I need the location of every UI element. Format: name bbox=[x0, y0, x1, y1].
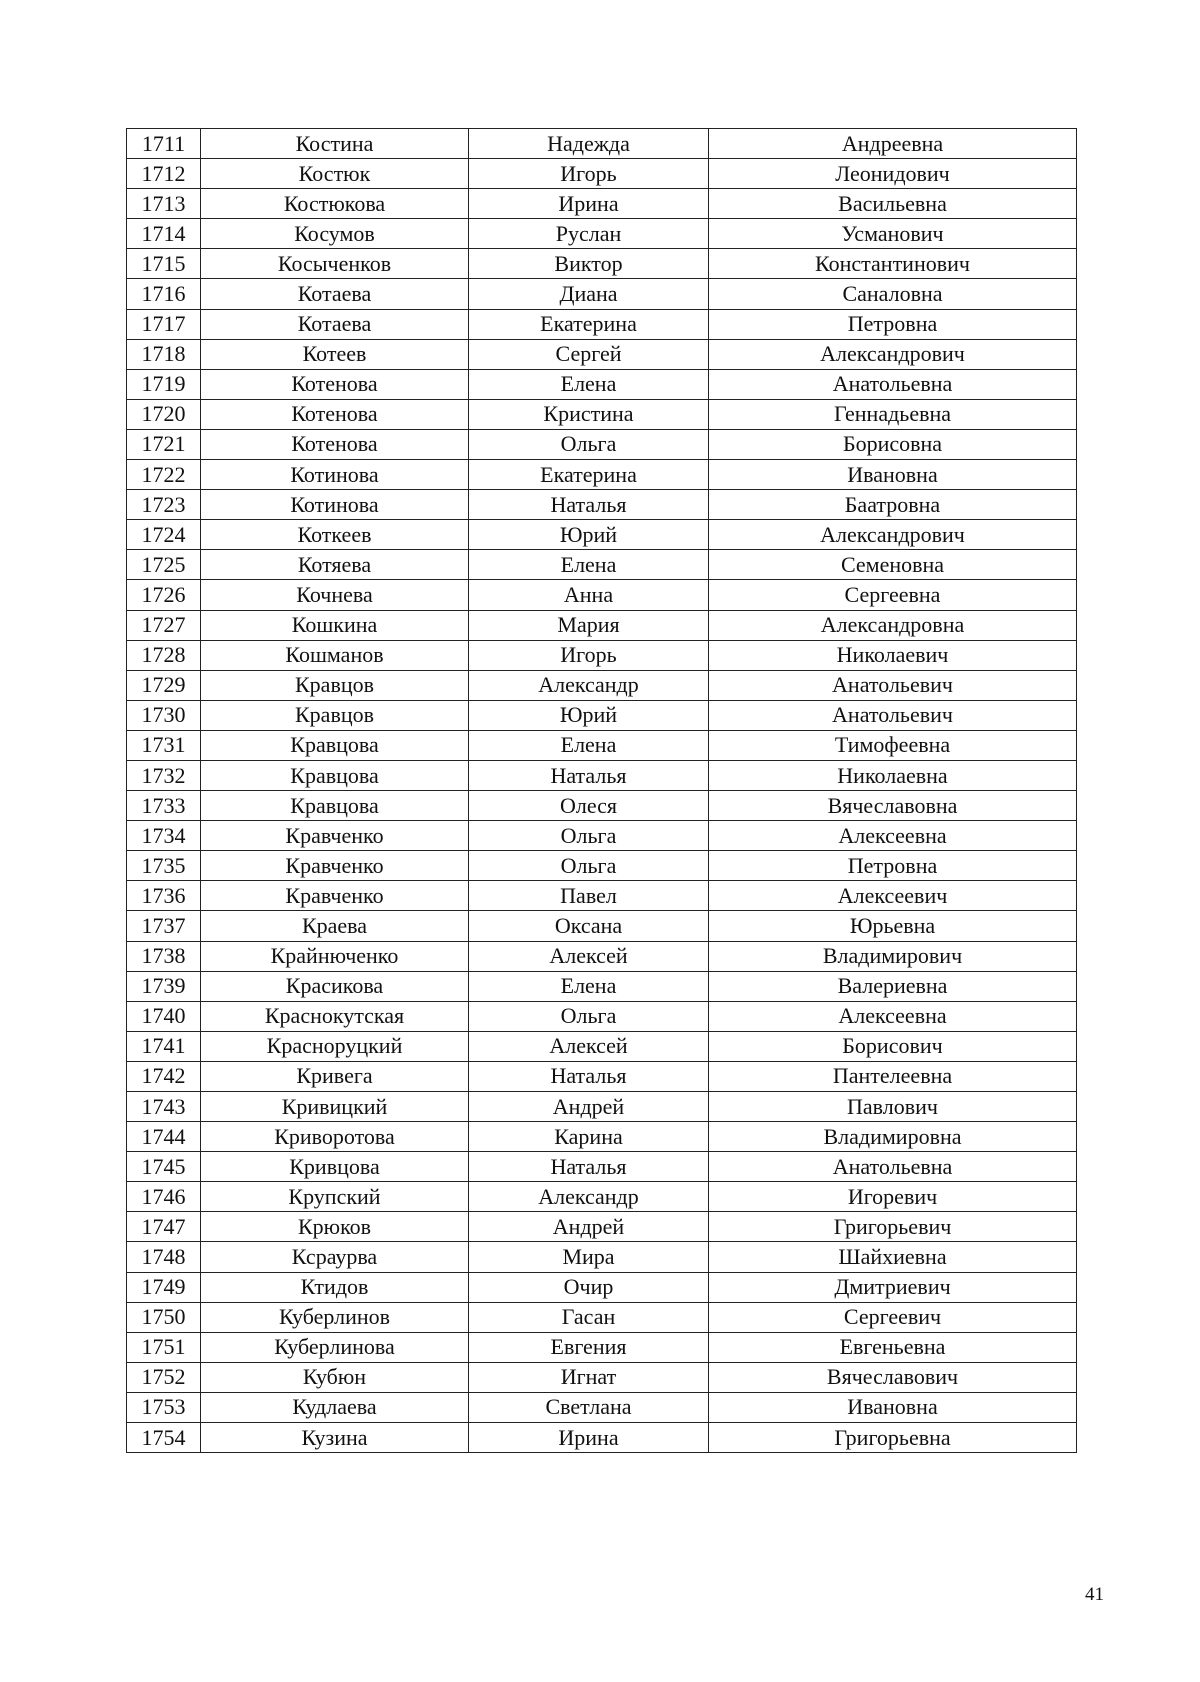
row-number-cell: 1733 bbox=[127, 791, 201, 821]
roster-table-body bbox=[127, 129, 1077, 1453]
row-number-cell: 1753 bbox=[127, 1392, 201, 1422]
first-name-cell: Екатерина bbox=[469, 309, 709, 339]
last-name-cell: Кривицкий bbox=[201, 1092, 469, 1122]
first-name-cell: Наталья bbox=[469, 760, 709, 790]
table-row bbox=[127, 1362, 1077, 1392]
first-name-cell: Олеся bbox=[469, 791, 709, 821]
last-name-cell: Котинова bbox=[201, 490, 469, 520]
row-number-cell: 1736 bbox=[127, 881, 201, 911]
first-name-cell: Елена bbox=[469, 550, 709, 580]
table-row bbox=[127, 700, 1077, 730]
row-number-cell: 1743 bbox=[127, 1092, 201, 1122]
table-row bbox=[127, 580, 1077, 610]
last-name-cell: Краснокутская bbox=[201, 1001, 469, 1031]
last-name-cell: Ксраурва bbox=[201, 1242, 469, 1272]
first-name-cell: Карина bbox=[469, 1122, 709, 1152]
first-name-cell: Гасан bbox=[469, 1302, 709, 1332]
first-name-cell: Ирина bbox=[469, 189, 709, 219]
first-name-cell: Игорь bbox=[469, 640, 709, 670]
table-row bbox=[127, 1182, 1077, 1212]
table-row bbox=[127, 821, 1077, 851]
row-number-cell: 1741 bbox=[127, 1031, 201, 1061]
table-row bbox=[127, 520, 1077, 550]
first-name-cell: Алексей bbox=[469, 941, 709, 971]
table-row bbox=[127, 550, 1077, 580]
table-row bbox=[127, 760, 1077, 790]
table-row bbox=[127, 1242, 1077, 1272]
patronymic-cell: Константинович bbox=[709, 249, 1077, 279]
patronymic-cell: Павлович bbox=[709, 1092, 1077, 1122]
patronymic-cell: Баатровна bbox=[709, 490, 1077, 520]
patronymic-cell: Вячеславовна bbox=[709, 791, 1077, 821]
last-name-cell: Кривега bbox=[201, 1061, 469, 1091]
last-name-cell: Котинова bbox=[201, 460, 469, 490]
last-name-cell: Котяева bbox=[201, 550, 469, 580]
patronymic-cell: Леонидович bbox=[709, 159, 1077, 189]
last-name-cell: Крюков bbox=[201, 1212, 469, 1242]
table-row bbox=[127, 460, 1077, 490]
table-row bbox=[127, 851, 1077, 881]
row-number-cell: 1752 bbox=[127, 1362, 201, 1392]
patronymic-cell: Шайхиевна bbox=[709, 1242, 1077, 1272]
row-number-cell: 1738 bbox=[127, 941, 201, 971]
patronymic-cell: Борисовна bbox=[709, 429, 1077, 459]
last-name-cell: Костюк bbox=[201, 159, 469, 189]
patronymic-cell: Юрьевна bbox=[709, 911, 1077, 941]
table-row bbox=[127, 279, 1077, 309]
table-row bbox=[127, 1031, 1077, 1061]
row-number-cell: 1723 bbox=[127, 490, 201, 520]
first-name-cell: Виктор bbox=[469, 249, 709, 279]
table-row bbox=[127, 1061, 1077, 1091]
last-name-cell: Кузина bbox=[201, 1423, 469, 1453]
table-row bbox=[127, 1302, 1077, 1332]
first-name-cell: Мария bbox=[469, 610, 709, 640]
first-name-cell: Диана bbox=[469, 279, 709, 309]
table-row bbox=[127, 249, 1077, 279]
row-number-cell: 1724 bbox=[127, 520, 201, 550]
row-number-cell: 1726 bbox=[127, 580, 201, 610]
first-name-cell: Ольга bbox=[469, 429, 709, 459]
last-name-cell: Котенова bbox=[201, 429, 469, 459]
first-name-cell: Ольга bbox=[469, 851, 709, 881]
first-name-cell: Ирина bbox=[469, 1423, 709, 1453]
table-row bbox=[127, 1152, 1077, 1182]
last-name-cell: Кравцов bbox=[201, 700, 469, 730]
row-number-cell: 1750 bbox=[127, 1302, 201, 1332]
last-name-cell: Краева bbox=[201, 911, 469, 941]
patronymic-cell: Вячеславович bbox=[709, 1362, 1077, 1392]
last-name-cell: Кравцова bbox=[201, 760, 469, 790]
last-name-cell: Котаева bbox=[201, 279, 469, 309]
patronymic-cell: Ивановна bbox=[709, 1392, 1077, 1422]
first-name-cell: Кристина bbox=[469, 399, 709, 429]
row-number-cell: 1746 bbox=[127, 1182, 201, 1212]
last-name-cell: Котенова bbox=[201, 399, 469, 429]
patronymic-cell: Анатольевна bbox=[709, 369, 1077, 399]
patronymic-cell: Григорьевна bbox=[709, 1423, 1077, 1453]
row-number-cell: 1737 bbox=[127, 911, 201, 941]
patronymic-cell: Григорьевич bbox=[709, 1212, 1077, 1242]
last-name-cell: Кубюн bbox=[201, 1362, 469, 1392]
row-number-cell: 1749 bbox=[127, 1272, 201, 1302]
table-row bbox=[127, 339, 1077, 369]
row-number-cell: 1739 bbox=[127, 971, 201, 1001]
table-row bbox=[127, 971, 1077, 1001]
last-name-cell: Красикова bbox=[201, 971, 469, 1001]
table-row bbox=[127, 730, 1077, 760]
row-number-cell: 1727 bbox=[127, 610, 201, 640]
last-name-cell: Кочнева bbox=[201, 580, 469, 610]
last-name-cell: Крупский bbox=[201, 1182, 469, 1212]
first-name-cell: Екатерина bbox=[469, 460, 709, 490]
first-name-cell: Руслан bbox=[469, 219, 709, 249]
first-name-cell: Ольга bbox=[469, 821, 709, 851]
patronymic-cell: Анатольевна bbox=[709, 1152, 1077, 1182]
last-name-cell: Крайнюченко bbox=[201, 941, 469, 971]
last-name-cell: Ктидов bbox=[201, 1272, 469, 1302]
row-number-cell: 1730 bbox=[127, 700, 201, 730]
patronymic-cell: Владимирович bbox=[709, 941, 1077, 971]
first-name-cell: Ольга bbox=[469, 1001, 709, 1031]
patronymic-cell: Сергеевич bbox=[709, 1302, 1077, 1332]
patronymic-cell: Геннадьевна bbox=[709, 399, 1077, 429]
patronymic-cell: Валериевна bbox=[709, 971, 1077, 1001]
row-number-cell: 1711 bbox=[127, 129, 201, 159]
row-number-cell: 1713 bbox=[127, 189, 201, 219]
first-name-cell: Елена bbox=[469, 971, 709, 1001]
table-row bbox=[127, 159, 1077, 189]
row-number-cell: 1728 bbox=[127, 640, 201, 670]
row-number-cell: 1725 bbox=[127, 550, 201, 580]
table-row bbox=[127, 1122, 1077, 1152]
patronymic-cell: Сергеевна bbox=[709, 580, 1077, 610]
row-number-cell: 1718 bbox=[127, 339, 201, 369]
table-row bbox=[127, 1092, 1077, 1122]
row-number-cell: 1747 bbox=[127, 1212, 201, 1242]
patronymic-cell: Александрович bbox=[709, 520, 1077, 550]
patronymic-cell: Евгеньевна bbox=[709, 1332, 1077, 1362]
table-row bbox=[127, 129, 1077, 159]
last-name-cell: Кравченко bbox=[201, 881, 469, 911]
last-name-cell: Котеев bbox=[201, 339, 469, 369]
first-name-cell: Наталья bbox=[469, 490, 709, 520]
patronymic-cell: Дмитриевич bbox=[709, 1272, 1077, 1302]
patronymic-cell: Семеновна bbox=[709, 550, 1077, 580]
table-row bbox=[127, 1332, 1077, 1362]
row-number-cell: 1745 bbox=[127, 1152, 201, 1182]
first-name-cell: Очир bbox=[469, 1272, 709, 1302]
patronymic-cell: Пантелеевна bbox=[709, 1061, 1077, 1091]
first-name-cell: Павел bbox=[469, 881, 709, 911]
first-name-cell: Евгения bbox=[469, 1332, 709, 1362]
patronymic-cell: Борисович bbox=[709, 1031, 1077, 1061]
row-number-cell: 1744 bbox=[127, 1122, 201, 1152]
row-number-cell: 1748 bbox=[127, 1242, 201, 1272]
first-name-cell: Андрей bbox=[469, 1212, 709, 1242]
table-row bbox=[127, 911, 1077, 941]
patronymic-cell: Алексеевна bbox=[709, 821, 1077, 851]
patronymic-cell: Николаевна bbox=[709, 760, 1077, 790]
first-name-cell: Светлана bbox=[469, 1392, 709, 1422]
last-name-cell: Красноруцкий bbox=[201, 1031, 469, 1061]
first-name-cell: Игорь bbox=[469, 159, 709, 189]
first-name-cell: Наталья bbox=[469, 1061, 709, 1091]
first-name-cell: Мира bbox=[469, 1242, 709, 1272]
patronymic-cell: Анатольевич bbox=[709, 670, 1077, 700]
patronymic-cell: Андреевна bbox=[709, 129, 1077, 159]
table-row bbox=[127, 881, 1077, 911]
patronymic-cell: Игоревич bbox=[709, 1182, 1077, 1212]
row-number-cell: 1720 bbox=[127, 399, 201, 429]
patronymic-cell: Васильевна bbox=[709, 189, 1077, 219]
patronymic-cell: Алексеевна bbox=[709, 1001, 1077, 1031]
table-row bbox=[127, 610, 1077, 640]
last-name-cell: Куберлинова bbox=[201, 1332, 469, 1362]
row-number-cell: 1721 bbox=[127, 429, 201, 459]
first-name-cell: Александр bbox=[469, 1182, 709, 1212]
row-number-cell: 1731 bbox=[127, 730, 201, 760]
first-name-cell: Андрей bbox=[469, 1092, 709, 1122]
patronymic-cell: Саналовна bbox=[709, 279, 1077, 309]
last-name-cell: Кудлаева bbox=[201, 1392, 469, 1422]
row-number-cell: 1735 bbox=[127, 851, 201, 881]
table-row bbox=[127, 309, 1077, 339]
row-number-cell: 1722 bbox=[127, 460, 201, 490]
table-row bbox=[127, 640, 1077, 670]
last-name-cell: Коткеев bbox=[201, 520, 469, 550]
table-row bbox=[127, 1423, 1077, 1453]
table-row bbox=[127, 429, 1077, 459]
last-name-cell: Косыченков bbox=[201, 249, 469, 279]
row-number-cell: 1716 bbox=[127, 279, 201, 309]
row-number-cell: 1754 bbox=[127, 1423, 201, 1453]
row-number-cell: 1751 bbox=[127, 1332, 201, 1362]
patronymic-cell: Ивановна bbox=[709, 460, 1077, 490]
patronymic-cell: Усманович bbox=[709, 219, 1077, 249]
table-row bbox=[127, 490, 1077, 520]
last-name-cell: Котаева bbox=[201, 309, 469, 339]
table-row bbox=[127, 670, 1077, 700]
table-row bbox=[127, 941, 1077, 971]
row-number-cell: 1732 bbox=[127, 760, 201, 790]
first-name-cell: Александр bbox=[469, 670, 709, 700]
patronymic-cell: Николаевич bbox=[709, 640, 1077, 670]
last-name-cell: Кошкина bbox=[201, 610, 469, 640]
row-number-cell: 1712 bbox=[127, 159, 201, 189]
last-name-cell: Костюкова bbox=[201, 189, 469, 219]
last-name-cell: Кошманов bbox=[201, 640, 469, 670]
roster-table bbox=[126, 128, 1077, 1453]
patronymic-cell: Алексеевич bbox=[709, 881, 1077, 911]
patronymic-cell: Александрович bbox=[709, 339, 1077, 369]
row-number-cell: 1734 bbox=[127, 821, 201, 851]
last-name-cell: Куберлинов bbox=[201, 1302, 469, 1332]
table-row bbox=[127, 1212, 1077, 1242]
first-name-cell: Елена bbox=[469, 730, 709, 760]
last-name-cell: Кравцова bbox=[201, 730, 469, 760]
row-number-cell: 1719 bbox=[127, 369, 201, 399]
table-row bbox=[127, 1272, 1077, 1302]
patronymic-cell: Петровна bbox=[709, 309, 1077, 339]
first-name-cell: Алексей bbox=[469, 1031, 709, 1061]
table-row bbox=[127, 369, 1077, 399]
row-number-cell: 1715 bbox=[127, 249, 201, 279]
row-number-cell: 1717 bbox=[127, 309, 201, 339]
last-name-cell: Кравченко bbox=[201, 821, 469, 851]
table-row bbox=[127, 1392, 1077, 1422]
first-name-cell: Сергей bbox=[469, 339, 709, 369]
row-number-cell: 1742 bbox=[127, 1061, 201, 1091]
last-name-cell: Косумов bbox=[201, 219, 469, 249]
table-row bbox=[127, 1001, 1077, 1031]
first-name-cell: Оксана bbox=[469, 911, 709, 941]
table-row bbox=[127, 791, 1077, 821]
row-number-cell: 1729 bbox=[127, 670, 201, 700]
first-name-cell: Елена bbox=[469, 369, 709, 399]
last-name-cell: Кравцов bbox=[201, 670, 469, 700]
patronymic-cell: Петровна bbox=[709, 851, 1077, 881]
first-name-cell: Наталья bbox=[469, 1152, 709, 1182]
last-name-cell: Кривцова bbox=[201, 1152, 469, 1182]
first-name-cell: Игнат bbox=[469, 1362, 709, 1392]
patronymic-cell: Александровна bbox=[709, 610, 1077, 640]
first-name-cell: Юрий bbox=[469, 520, 709, 550]
first-name-cell: Юрий bbox=[469, 700, 709, 730]
last-name-cell: Кравченко bbox=[201, 851, 469, 881]
last-name-cell: Криворотова bbox=[201, 1122, 469, 1152]
table-row bbox=[127, 189, 1077, 219]
last-name-cell: Кравцова bbox=[201, 791, 469, 821]
row-number-cell: 1740 bbox=[127, 1001, 201, 1031]
row-number-cell: 1714 bbox=[127, 219, 201, 249]
page-number: 41 bbox=[1085, 1584, 1104, 1605]
table-row bbox=[127, 399, 1077, 429]
patronymic-cell: Тимофеевна bbox=[709, 730, 1077, 760]
patronymic-cell: Владимировна bbox=[709, 1122, 1077, 1152]
table-row bbox=[127, 219, 1077, 249]
last-name-cell: Костина bbox=[201, 129, 469, 159]
first-name-cell: Анна bbox=[469, 580, 709, 610]
patronymic-cell: Анатольевич bbox=[709, 700, 1077, 730]
last-name-cell: Котенова bbox=[201, 369, 469, 399]
first-name-cell: Надежда bbox=[469, 129, 709, 159]
